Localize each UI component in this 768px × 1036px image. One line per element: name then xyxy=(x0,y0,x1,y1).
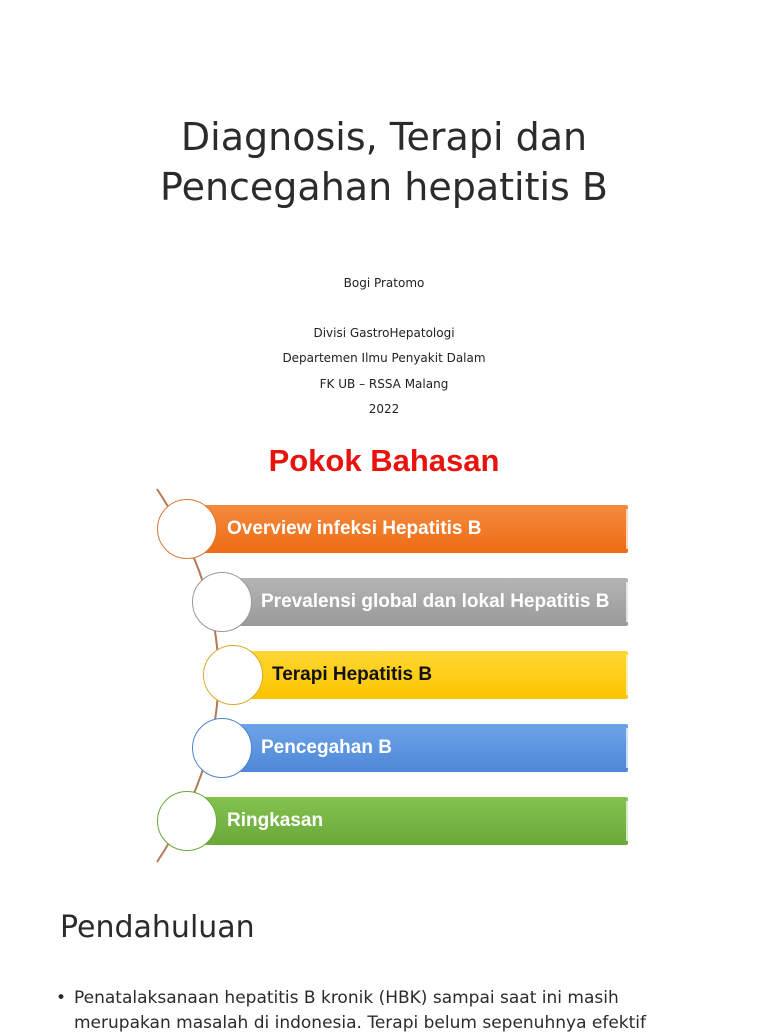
agenda-bullet-circle-4 xyxy=(192,718,252,778)
agenda-bullet-circle-5 xyxy=(157,791,217,851)
agenda-item-1 xyxy=(187,505,628,553)
bullet-symbol: • xyxy=(56,988,67,1008)
introduction-slide xyxy=(0,890,768,1033)
agenda-slide xyxy=(0,430,768,890)
agenda-item-4 xyxy=(222,724,628,772)
institution-name: FK UB – RSSA Malang xyxy=(319,376,449,391)
agenda-item-2-label: Prevalensi global dan lokal Hepatitis B xyxy=(261,591,610,612)
bullet-text-line-1: Penatalaksanaan hepatitis B kronik (HBK) sampai saat ini masih xyxy=(74,988,619,1008)
agenda-item-5-label: Ringkasan xyxy=(227,810,324,831)
title-slide xyxy=(0,0,768,430)
bullet-text-line-2: merupakan masalah di indonesia. Terapi belum sepenuhnya efektif xyxy=(74,1013,647,1033)
introduction-heading: Pendahuluan xyxy=(60,910,255,945)
slide-title-line-1: Diagnosis, Terapi dan xyxy=(180,115,588,159)
agenda-item-2 xyxy=(222,578,628,626)
subtitle-spacer xyxy=(0,296,768,321)
agenda-bullet-circle-1 xyxy=(157,499,217,559)
slide-title xyxy=(0,112,768,212)
agenda-bullet-circle-3 xyxy=(203,645,263,705)
slide-subtitle xyxy=(0,271,768,422)
slide-title-line-2: Pencegahan hepatitis B xyxy=(160,165,608,209)
agenda-bullet-circle-2 xyxy=(192,572,252,632)
agenda-item-4-label: Pencegahan B xyxy=(261,737,392,758)
agenda-item-1-label: Overview infeksi Hepatitis B xyxy=(227,518,482,539)
year: 2022 xyxy=(368,401,400,416)
agenda-item-5 xyxy=(187,797,628,845)
agenda-item-3 xyxy=(233,651,628,699)
agenda-item-3-label: Terapi Hepatitis B xyxy=(272,664,433,685)
division-name: Divisi GastroHepatologi xyxy=(313,326,455,341)
department-name: Departemen Ilmu Penyakit Dalam xyxy=(282,351,486,366)
agenda-heading: Pokok Bahasan xyxy=(268,443,500,478)
bullet-text xyxy=(74,986,714,1036)
author-name: Bogi Pratomo xyxy=(343,276,425,290)
